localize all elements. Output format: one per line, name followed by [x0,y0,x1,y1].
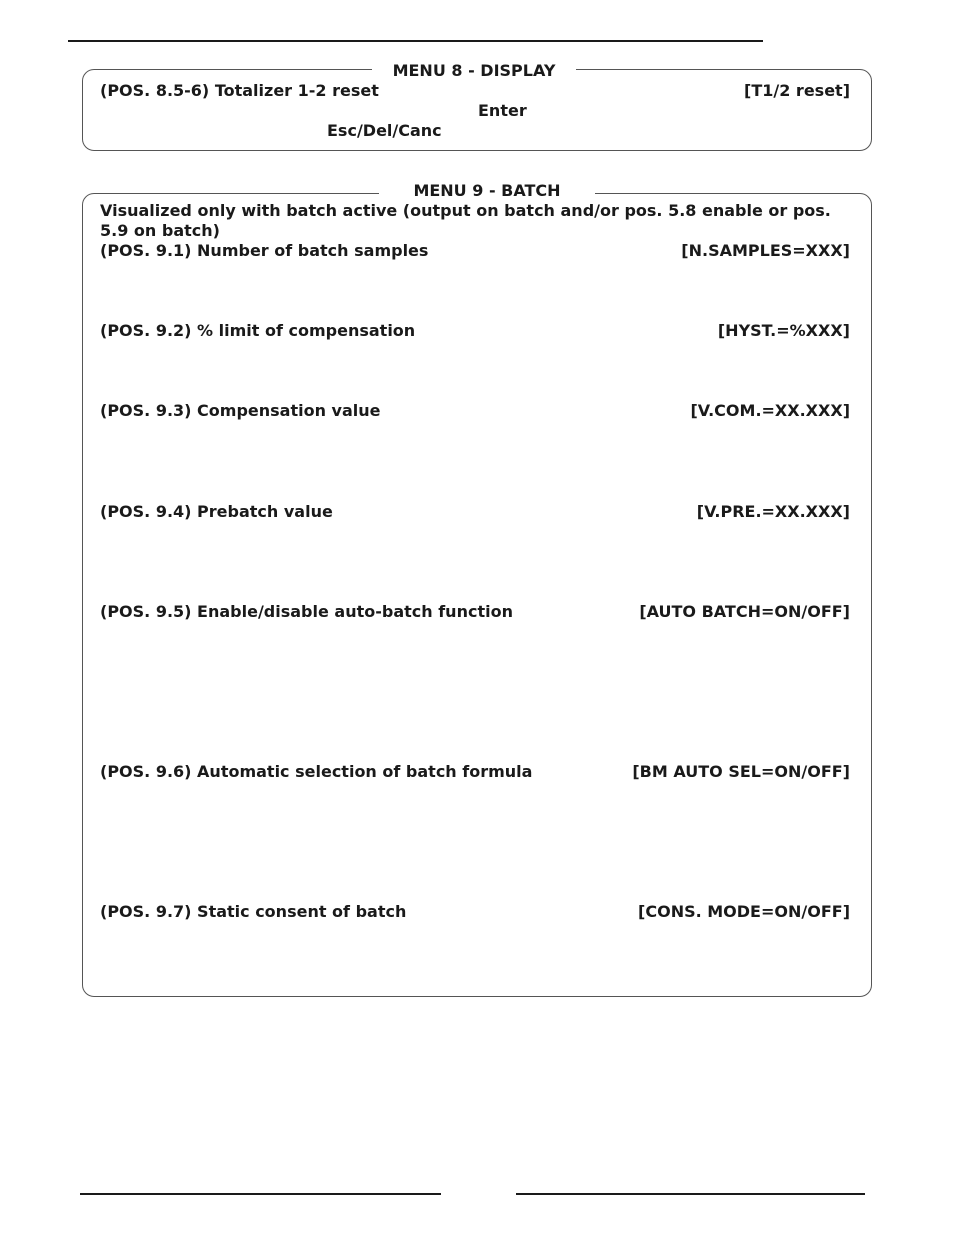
menu9-item-label-3: (POS. 9.3) Compensation value [100,401,381,420]
menu9-item-label-4: (POS. 9.4) Prebatch value [100,502,333,521]
menu8-item-label: (POS. 8.5-6) Totalizer 1-2 reset [100,81,379,100]
menu9-item-label-2: (POS. 9.2) % limit of compensation [100,321,416,340]
menu8-title: MENU 8 - DISPLAY [372,61,576,81]
menu9-item-label-6: (POS. 9.6) Automatic selection of batch formula [100,762,533,781]
menu9-item-code-7: [CONS. MODE=ON/OFF] [638,902,850,921]
footer-rule-right [516,1193,865,1195]
menu8-key-enter: Enter [478,101,527,120]
menu8-key-esc: Esc/Del/Canc [327,121,442,140]
menu9-item-code-3: [V.COM.=XX.XXX] [690,401,850,420]
menu9-item-code-1: [N.SAMPLES=XXX] [681,241,850,260]
menu9-item-code-6: [BM AUTO SEL=ON/OFF] [632,762,850,781]
menu9-box [82,193,872,997]
menu8-item-code: [T1/2 reset] [744,81,850,100]
menu9-item-label-7: (POS. 9.7) Static consent of batch [100,902,407,921]
menu9-item-code-2: [HYST.=%XXX] [717,321,850,340]
menu9-item-code-4: [V.PRE.=XX.XXX] [696,502,850,521]
footer-rule-left [80,1193,441,1195]
menu9-note: Visualized only with batch active (output on batch and/or pos. 5.8 enable or pos. 5.9 on batch) [100,201,831,240]
menu9-item-label-5: (POS. 9.5) Enable/disable auto-batch function [100,602,513,621]
header-rule [68,40,763,42]
menu9-item-code-5: [AUTO BATCH=ON/OFF] [639,602,850,621]
menu9-title: MENU 9 - BATCH [379,181,595,201]
menu9-item-label-1: (POS. 9.1) Number of batch samples [100,241,429,260]
